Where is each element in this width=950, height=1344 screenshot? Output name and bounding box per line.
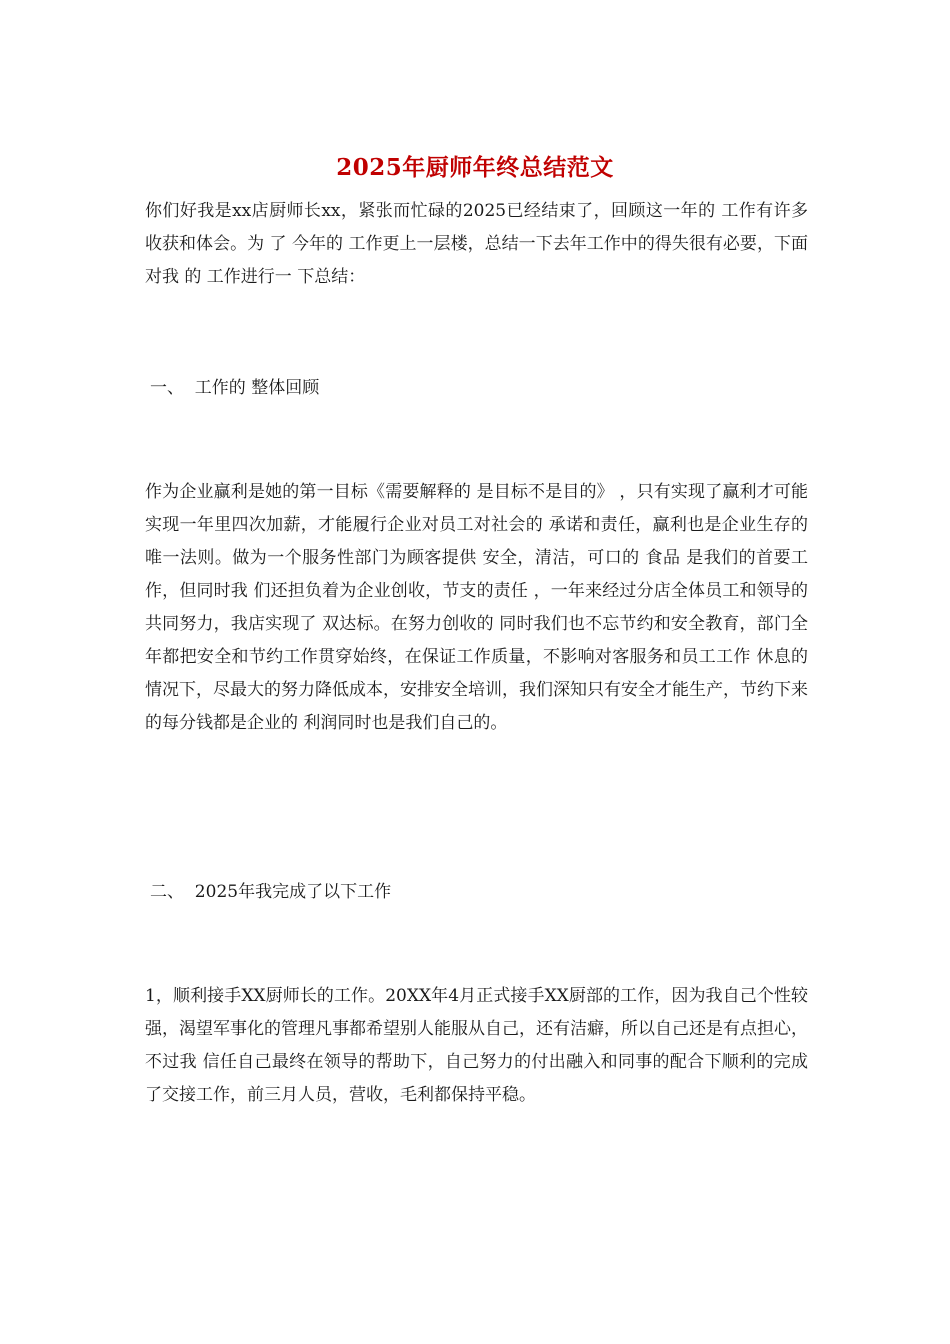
section-1-paragraph: 作为企业赢利是她的第一目标《需要解释的 是目标不是目的》 ，只有实现了赢利才可能实现一年里四次加薪，才能履行企业对员工对社会的 承诺和责任，赢利也是企业生存的 唯一法则。做为一个服务性部门为顾客提供 安全，清洁，可口的 食品 是我们的首要工作，但同时我 们还担负着为企业创收，节支的责任 ，一年来经过分店全体员工和领导的 共同努力，我店实现了 双达标。在努力创收的 同时我们也不忘节约和安全教育，部门全年都把安全和节约工作贯穿始终，在保证工作质量，不影响对客服务和员工工作 休息的情况下，尽最大的努力降低成本，安排安全培训，我们深知只有安全才能生产，节约下来的每分钱都是企业的 利润同时也是我们自己的。 (145, 482, 808, 733)
section-1-heading: 一、 工作的 整体回顾 (150, 378, 320, 398)
intro-paragraph: 你们好我是xx店厨师长xx，紧张而忙碌的2025已经结束了，回顾这一年的 工作有许多收获和体会。为 了 今年的 工作更上一层楼，总结一下去年工作中的得失很有必要，下面对我 的 工作进行一 下总结： (145, 201, 808, 287)
section-2-heading: 二、 2025年我完成了以下工作 (150, 882, 392, 902)
section-2-item-1-paragraph: 1，顺利接手XX厨师长的工作。20XX年4月正式接手XX厨部的工作，因为我自己个性较强，渴望军事化的管理凡事都希望别人能服从自己，还有洁癖，所以自己还是有点担心，不过我 信任自己最终在领导的帮助下，自己努力的付出融入和同事的配合下顺利的完成了交接工作，前三月人员，营收，毛利都保持平稳。 (145, 986, 808, 1105)
document-title: 2025年厨师年终总结范文 (336, 154, 614, 181)
